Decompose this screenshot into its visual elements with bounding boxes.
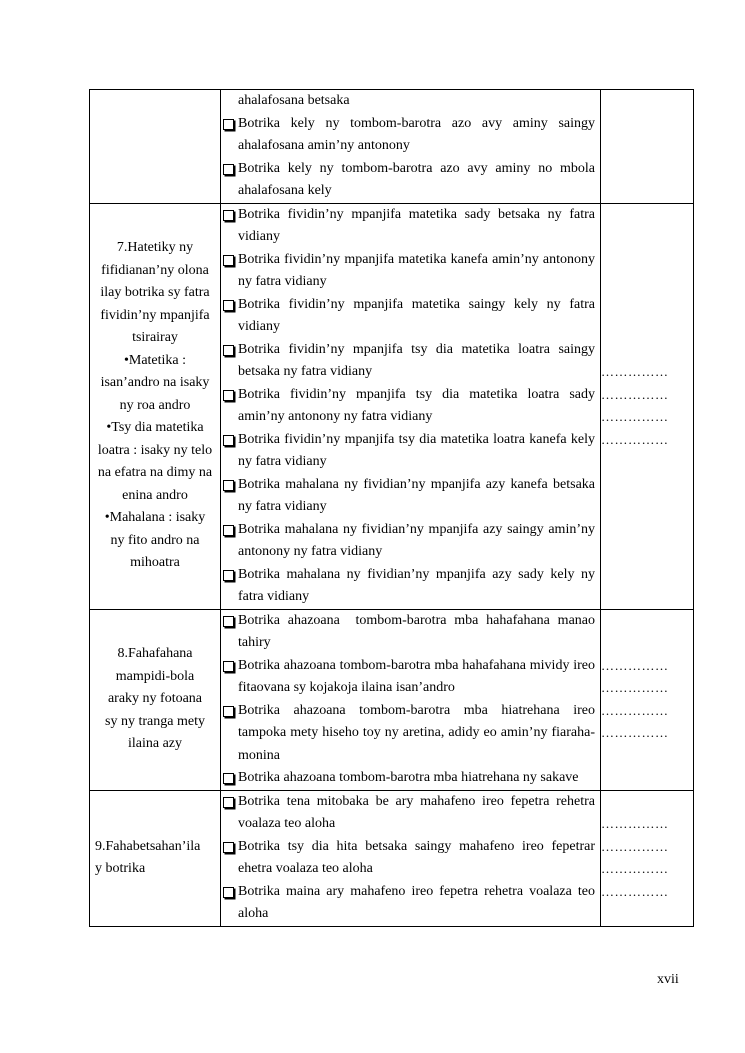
indicator-text: Botrika fividin’ny mpanjifa matetika sady betsaka ny fatra vidiany — [238, 206, 595, 244]
criterion-line: loatra : isaky ny telo — [97, 442, 213, 458]
criterion-line: enina andro — [122, 487, 188, 503]
criterion-line: ny fito andro na — [110, 532, 200, 548]
score-blank: …………… — [601, 409, 669, 424]
score-cell — [601, 609, 694, 790]
indicator-item — [221, 204, 595, 249]
checkbox-icon — [223, 616, 234, 627]
bullet-item: •Matetika : — [123, 352, 187, 368]
page-number: xvii — [657, 972, 679, 987]
indicator-text: Botrika fividin’ny mpanjifa tsy dia matetika loatra kanefa kely ny fatra vidiany — [238, 431, 595, 469]
indicator-item — [221, 384, 595, 429]
checkbox-icon — [223, 435, 234, 446]
checkbox-icon — [223, 797, 234, 808]
indicators-cell — [221, 790, 601, 926]
indicator-text: Botrika mahalana ny fividian’ny mpanjifa azy sady kely ny fatra vidiany — [238, 566, 595, 604]
table-row — [90, 90, 694, 204]
criterion-line: 9.Fahabetsahan’ila — [95, 838, 201, 854]
score-cell — [601, 90, 694, 204]
checkbox-icon — [223, 480, 234, 491]
indicator-text: Botrika fividin’ny mpanjifa matetika saingy kely ny fatra vidiany — [238, 296, 595, 334]
indicator-item — [221, 836, 595, 881]
checkbox-icon — [223, 661, 234, 672]
checkbox-icon — [223, 706, 234, 717]
indicator-text: Botrika tsy dia hita betsaka saingy mahafeno ireo fepetrar ehetra voalaza teo aloha — [238, 838, 595, 876]
indicator-item — [221, 429, 595, 474]
indicator-item — [221, 249, 595, 294]
indicator-text: Botrika ahazoana tombom-barotra mba hahafahana manao tahiry — [238, 612, 599, 650]
criterion-line: mihoatra — [130, 555, 180, 571]
indicator-text: Botrika kely ny tombom-barotra azo avy aminy no mbola ahalafosana kely — [238, 160, 595, 198]
criterion-line: ny roa andro — [119, 397, 191, 413]
indicators-cell — [221, 609, 601, 790]
criterion-line: 7.Hatetiky ny — [116, 240, 194, 256]
checkbox-icon — [223, 390, 234, 401]
indicator-item — [221, 700, 595, 768]
criterion-line: 8.Fahafahana — [117, 646, 193, 662]
score-blank: …………… — [601, 838, 669, 854]
checkbox-icon — [223, 525, 234, 536]
indicator-text: Botrika ahazoana tombom-barotra mba hahafahana mividy ireo fitaovana sy kojakoja ilaina isan’andro — [238, 657, 595, 695]
score-blank: …………… — [601, 364, 669, 379]
bullet-item: •Tsy dia matetika — [106, 420, 204, 436]
indicator-text: Botrika fividin’ny mpanjifa tsy dia matetika loatra saingy betsaka ny fatra vidiany — [238, 341, 595, 379]
criterion-line: y botrika — [95, 861, 146, 876]
indicator-text: Botrika tena mitobaka be ary mahafeno ireo fepetra rehetra voalaza teo aloha — [238, 793, 595, 831]
bullet-item: •Mahalana : isaky — [104, 510, 206, 526]
indicator-item — [221, 767, 595, 790]
checkbox-icon — [223, 119, 234, 130]
criterion-line: tsirairay — [132, 330, 178, 346]
criterion-cell — [90, 609, 221, 790]
indicator-item — [221, 294, 595, 339]
criterion-line: sy ny tranga mety — [105, 713, 205, 729]
indicator-text: Botrika mahalana ny fividian’ny mpanjifa azy kanefa betsaka ny fatra vidiany — [238, 476, 595, 514]
criterion-cell — [90, 203, 221, 609]
score-blank: …………… — [601, 680, 669, 695]
indicator-item — [221, 564, 595, 609]
score-cell — [601, 203, 694, 609]
indicator-item — [221, 881, 595, 926]
checkbox-icon — [223, 164, 234, 175]
table-row — [90, 609, 694, 790]
indicator-item — [221, 474, 595, 519]
indicator-text: Botrika ahazoana tombom-barotra mba hiatrehana ny sakave — [238, 770, 579, 785]
indicator-text: Botrika ahazoana tombom-barotra mba hiatrehana ireo tampoka mety hiseho toy ny aretina, adidy eo amin’ny fiaraha-monina — [238, 702, 595, 763]
indicator-item — [221, 339, 595, 384]
score-blank: …………… — [601, 861, 669, 876]
checkbox-icon — [223, 842, 234, 853]
criterion-line: ilay botrika sy fatra — [100, 285, 210, 301]
checkbox-icon — [223, 773, 234, 784]
criterion-line: isan’andro na isaky — [100, 375, 210, 391]
checkbox-icon — [223, 255, 234, 266]
checkbox-icon — [223, 570, 234, 581]
criterion-cell — [90, 790, 221, 926]
continuation-text: ahalafosana betsaka — [238, 93, 350, 108]
checkbox-icon — [223, 345, 234, 356]
indicator-item — [221, 791, 595, 836]
table-row — [90, 790, 694, 926]
score-blank: …………… — [601, 883, 669, 899]
criterion-cell — [90, 90, 221, 204]
checkbox-icon — [223, 887, 234, 898]
evaluation-table — [89, 89, 694, 927]
score-blank: …………… — [601, 702, 669, 718]
criterion-line: mampidi-bola — [115, 668, 195, 684]
indicator-text: Botrika mahalana ny fividian’ny mpanjifa azy saingy amin’ny antonony ny fatra vidiany — [238, 521, 595, 559]
indicator-text: Botrika fividin’ny mpanjifa tsy dia matetika loatra sady amin’ny antonony ny fatra vidiany — [238, 386, 595, 424]
indicator-item — [221, 655, 595, 700]
indicator-item — [221, 158, 595, 203]
score-blank: …………… — [601, 725, 669, 740]
criterion-line: ilaina azy — [127, 736, 183, 752]
score-blank: …………… — [601, 431, 669, 447]
checkbox-icon — [223, 210, 234, 221]
criterion-line: fifidianan’ny olona — [101, 262, 209, 278]
criterion-line: fividin’ny mpanjifa — [100, 307, 210, 323]
indicator-text: Botrika fividin’ny mpanjifa matetika kanefa amin’ny antonony ny fatra vidiany — [238, 251, 595, 289]
score-cell — [601, 790, 694, 926]
indicators-cell — [221, 90, 601, 204]
score-blank: …………… — [601, 386, 669, 402]
table-row — [90, 203, 694, 609]
score-blank: …………… — [601, 657, 669, 673]
checkbox-icon — [223, 300, 234, 311]
indicator-text: Botrika maina ary mahafeno ireo fepetra rehetra voalaza teo aloha — [238, 883, 595, 921]
criterion-line: araky ny fotoana — [107, 691, 203, 707]
indicator-item — [221, 113, 595, 158]
score-blank: …………… — [601, 816, 669, 831]
indicator-item — [221, 610, 599, 655]
criterion-line: na efatra na dimy na — [97, 465, 213, 481]
indicator-text: Botrika kely ny tombom-barotra azo avy aminy saingy ahalafosana amin’ny antonony — [238, 115, 595, 153]
indicator-item — [221, 519, 595, 564]
indicators-cell — [221, 203, 601, 609]
